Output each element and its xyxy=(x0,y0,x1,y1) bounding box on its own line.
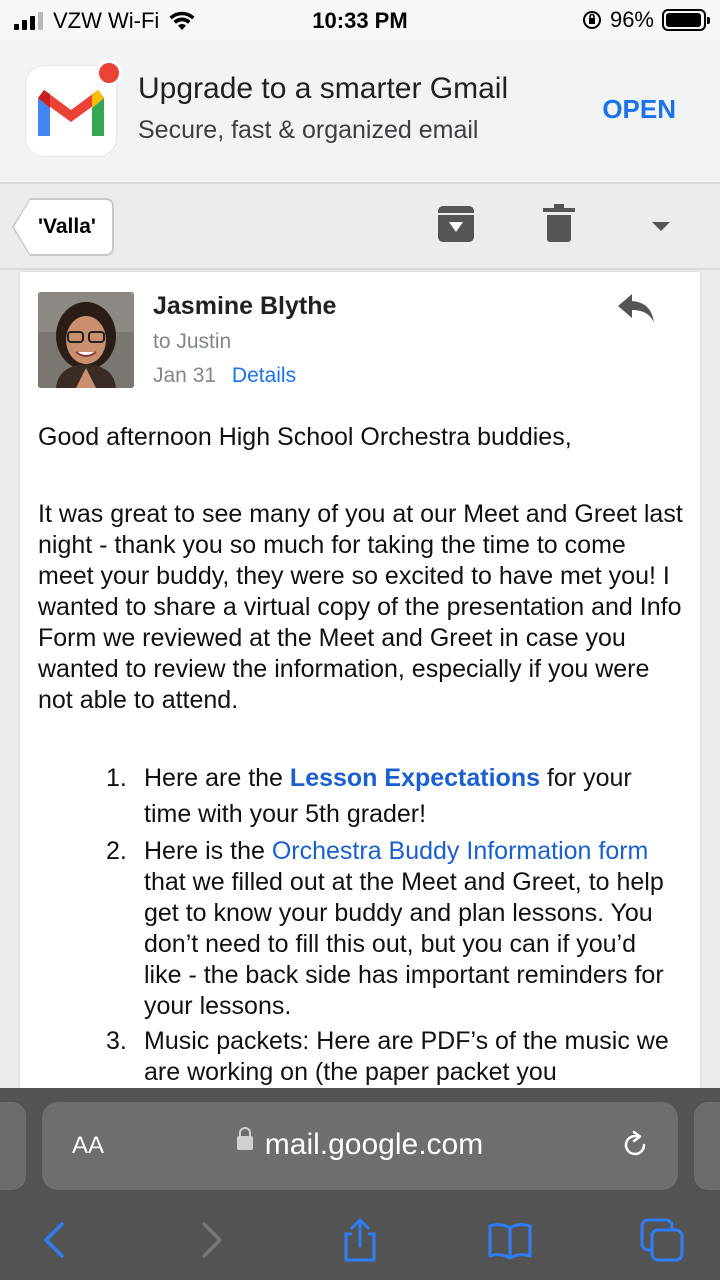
email-greeting: Good afternoon High School Orchestra buddies, xyxy=(38,423,572,451)
trash-icon[interactable] xyxy=(545,206,573,240)
list-item xyxy=(102,1026,672,1088)
lesson-expectations-link[interactable]: Lesson Expectations xyxy=(289,764,540,792)
list-text-post: for your time with your 5th grader! xyxy=(144,764,632,828)
battery-icon xyxy=(662,9,706,31)
details-link[interactable]: Details xyxy=(231,364,297,387)
url-text: mail.google.com xyxy=(264,1128,484,1161)
list-number: 1. xyxy=(106,764,127,792)
reply-icon[interactable] xyxy=(616,292,656,324)
date-line xyxy=(153,364,296,388)
tabs-icon[interactable] xyxy=(640,1218,684,1262)
list-text-post: that we filled out at the Meet and Greet, to help get to know your buddy and plan lessons. You don’t need to fill this out, but you can if you’d like - the back side has important reminders for your lessons. xyxy=(144,868,664,1020)
back-label-text: 'Valla' xyxy=(30,198,114,256)
banner-title: Upgrade to a smarter Gmail xyxy=(138,72,509,105)
lock-icon xyxy=(237,1136,253,1150)
archive-icon[interactable] xyxy=(438,206,474,242)
banner-subtitle: Secure, fast & organized email xyxy=(138,116,479,144)
list-item xyxy=(102,760,672,832)
list-item xyxy=(102,836,672,1022)
back-arrow-shape xyxy=(12,198,30,256)
status-right xyxy=(582,7,706,33)
back-to-label-button[interactable] xyxy=(12,198,114,256)
url-field[interactable] xyxy=(42,1102,678,1190)
list-text-pre: Music packets: Here are PDF’s of the music we are working on (the paper packet you xyxy=(144,1027,669,1086)
email-list xyxy=(102,760,672,1092)
carrier-label: VZW Wi-Fi xyxy=(53,8,160,33)
buddy-information-form-link[interactable]: Orchestra Buddy Information form xyxy=(271,837,649,865)
status-bar xyxy=(0,0,720,40)
browser-address-bar xyxy=(0,1088,720,1200)
list-number: 3. xyxy=(106,1027,127,1055)
app-banner xyxy=(0,40,720,184)
sender-name: Jasmine Blythe xyxy=(153,292,337,320)
list-text-pre: Here are the xyxy=(144,764,290,792)
previous-tab-edge[interactable] xyxy=(0,1102,26,1190)
battery-percent: 96% xyxy=(609,7,654,32)
email-paragraph: It was great to see many of you at our Meet and Greet last night - thank you so much for taking the time to come meet your buddy, they were so excited to have met you! I wanted to share a virtual copy of the presentation and Info Form we reviewed at the Meet and Greet in case you wanted to review the information, especially if you were not able to attend. xyxy=(38,500,683,714)
mail-toolbar xyxy=(0,186,720,270)
sender-avatar xyxy=(38,292,134,388)
gmail-logo-icon xyxy=(26,66,116,156)
reload-icon[interactable] xyxy=(620,1130,650,1160)
more-dropdown-icon[interactable] xyxy=(652,222,670,231)
clock: 10:33 PM xyxy=(312,8,408,33)
text-size-button[interactable]: AA xyxy=(72,1132,105,1159)
next-tab-edge[interactable] xyxy=(694,1102,720,1190)
open-app-button[interactable]: OPEN xyxy=(602,94,676,124)
notification-dot xyxy=(96,60,122,86)
list-text-pre: Here is the xyxy=(144,837,272,865)
browser-nav-bar xyxy=(0,1200,720,1280)
list-number: 2. xyxy=(106,837,127,865)
recipient-line: to Justin xyxy=(153,330,232,353)
share-icon[interactable] xyxy=(338,1218,382,1262)
email-card xyxy=(20,272,700,1092)
email-date: Jan 31 xyxy=(153,364,217,387)
forward-icon[interactable] xyxy=(190,1218,234,1262)
orientation-lock-icon xyxy=(582,10,602,30)
bookmarks-icon[interactable] xyxy=(488,1218,532,1262)
url-display[interactable] xyxy=(42,1128,678,1162)
back-icon[interactable] xyxy=(34,1218,78,1262)
